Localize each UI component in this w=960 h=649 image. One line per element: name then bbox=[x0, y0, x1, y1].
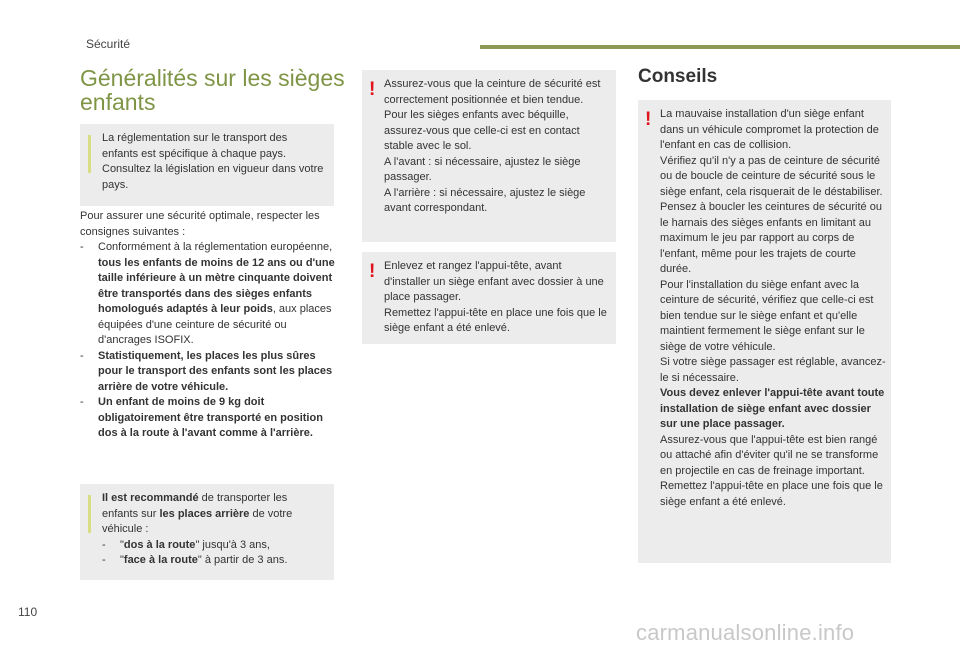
warn1-line2: Pour les sièges enfants avec béquille, assurez-vous que celle-ci est en contact stable avec le sol. bbox=[384, 109, 580, 152]
list-item bbox=[80, 349, 336, 396]
advice-p4: Pour l'installation du siège enfant avec la ceinture de sécurité, vérifiez que celle-ci est bien tendue sur le siège enfant et qu'elle maintient fermement le siège enfant sur le siège de votre véhicule. bbox=[660, 278, 874, 353]
recommend-bold-1: Il est recommandé bbox=[102, 492, 199, 504]
list-dash: - bbox=[80, 396, 84, 408]
advice-p5: Si votre siège passager est réglable, avancez-le si nécessaire. bbox=[660, 356, 886, 384]
warn1-line1: Assurez-vous que la ceinture de sécurité est correctement positionnée et bien tendue. bbox=[384, 78, 601, 106]
conseils-title: Conseils bbox=[638, 66, 718, 87]
rec2-post: " à partir de 3 ans. bbox=[197, 554, 288, 566]
info-box-regulation bbox=[80, 124, 334, 206]
list-item bbox=[102, 553, 324, 569]
item1-post: , aux places équipées d'une ceinture de sécurité ou d'ancrages ISOFIX. bbox=[98, 303, 332, 346]
watermark: carmanualsonline.info bbox=[636, 620, 855, 645]
list-item bbox=[102, 538, 324, 554]
list-dash: - bbox=[80, 349, 84, 362]
warning-text bbox=[384, 259, 608, 337]
warning-icon: ! bbox=[369, 79, 376, 100]
rec1-pre: " bbox=[120, 538, 124, 551]
page-number: 110 bbox=[18, 605, 38, 619]
info-text: La réglementation sur le transport des enfants est spécifique à chaque pays. Consultez la législation en vigueur dans votre pays. bbox=[102, 132, 324, 191]
warn1-line4: A l'arrière : si nécessaire, ajustez le siège avant correspondant. bbox=[384, 186, 586, 214]
rec2-bold: face à la route bbox=[123, 554, 198, 566]
advice-text bbox=[660, 107, 886, 510]
advice-p2: Vérifiez qu'il n'y a pas de ceinture de sécurité ou de boucle de ceinture de sécurité sous le siège enfant, cela risquerait de le déstabiliser. bbox=[660, 154, 883, 198]
warning-box-headrest bbox=[362, 252, 616, 344]
warn2-line2: Remettez l'appui-tête en place une fois que le siège enfant a été enlevé. bbox=[384, 306, 607, 334]
info-bar bbox=[88, 495, 91, 533]
recommend-text-1: de transporter les enfants sur bbox=[102, 492, 288, 520]
item1-pre: Conformément à la réglementation européenne, bbox=[98, 241, 333, 253]
info-bar bbox=[88, 135, 91, 173]
item2-bold: Statistiquement, les places les plus sûres pour le transport des enfants sont les places arrière de votre véhicule. bbox=[98, 349, 333, 393]
recommend-intro bbox=[102, 491, 324, 538]
rec1-bold: dos à la route bbox=[123, 538, 196, 551]
recommend-text bbox=[102, 491, 324, 569]
advice-p7: Assurez-vous que l'appui-tête est bien rangé ou attaché afin d'éviter qu'il ne se transforme en projectile en cas de freinage important. Remettez l'appui-tête en place une fois que le siège enfant a été enlevé. bbox=[660, 433, 883, 508]
warning-box-advice bbox=[638, 100, 891, 563]
header-rule bbox=[480, 45, 960, 49]
recommend-bold-2: les places arrière bbox=[159, 507, 250, 520]
list-dash: - bbox=[102, 538, 106, 551]
warning-box-seatbelt bbox=[362, 70, 616, 242]
safety-instructions bbox=[80, 209, 336, 442]
warning-text bbox=[384, 77, 608, 217]
rec1-post: " jusqu'à 3 ans, bbox=[195, 538, 270, 551]
page-title: Généralités sur les sièges enfants bbox=[80, 65, 345, 115]
advice-p6 bbox=[660, 386, 886, 433]
list-dash: - bbox=[80, 241, 84, 253]
info-box-recommendation bbox=[80, 484, 334, 580]
rec2-pre: " bbox=[120, 554, 124, 566]
list-item bbox=[80, 395, 336, 442]
warning-icon: ! bbox=[645, 109, 652, 130]
recommend-text-2: de votre véhicule : bbox=[102, 507, 293, 535]
warning-icon: ! bbox=[369, 261, 376, 282]
item1-bold: tous les enfants de moins de 12 ans ou d'une taille inférieure à un mètre cinquante doivent être transportés dans des sièges enfants homologués adaptés à leur poids bbox=[98, 256, 335, 315]
warn1-line3: A l'avant : si nécessaire, ajustez le siège passager. bbox=[384, 155, 581, 183]
intro-text: Pour assurer une sécurité optimale, respecter les consignes suivantes : bbox=[80, 210, 320, 238]
section-label: Sécurité bbox=[86, 37, 131, 51]
list-dash: - bbox=[102, 554, 106, 566]
advice-p6-bold: Vous devez enlever l'appui-tête avant toute installation de siège enfant avec dossier sur une place passager. bbox=[660, 387, 885, 430]
list-item bbox=[80, 240, 336, 349]
item3-bold: Un enfant de moins de 9 kg doit obligatoirement être transporté en position dos à la route à l'avant comme à l'arrière. bbox=[98, 396, 323, 439]
advice-p1: La mauvaise installation d'un siège enfant dans un véhicule compromet la protection de l'enfant en cas de collision. bbox=[660, 108, 879, 151]
advice-p3: Pensez à boucler les ceintures de sécurité ou le harnais des sièges enfants en limitant au maximum le jeu par rapport au corps de l'enfant, même pour les trajets de courte durée. bbox=[660, 201, 882, 275]
warn2-line1: Enlevez et rangez l'appui-tête, avant d'installer un siège enfant avec dossier à une place passager. bbox=[384, 260, 604, 303]
